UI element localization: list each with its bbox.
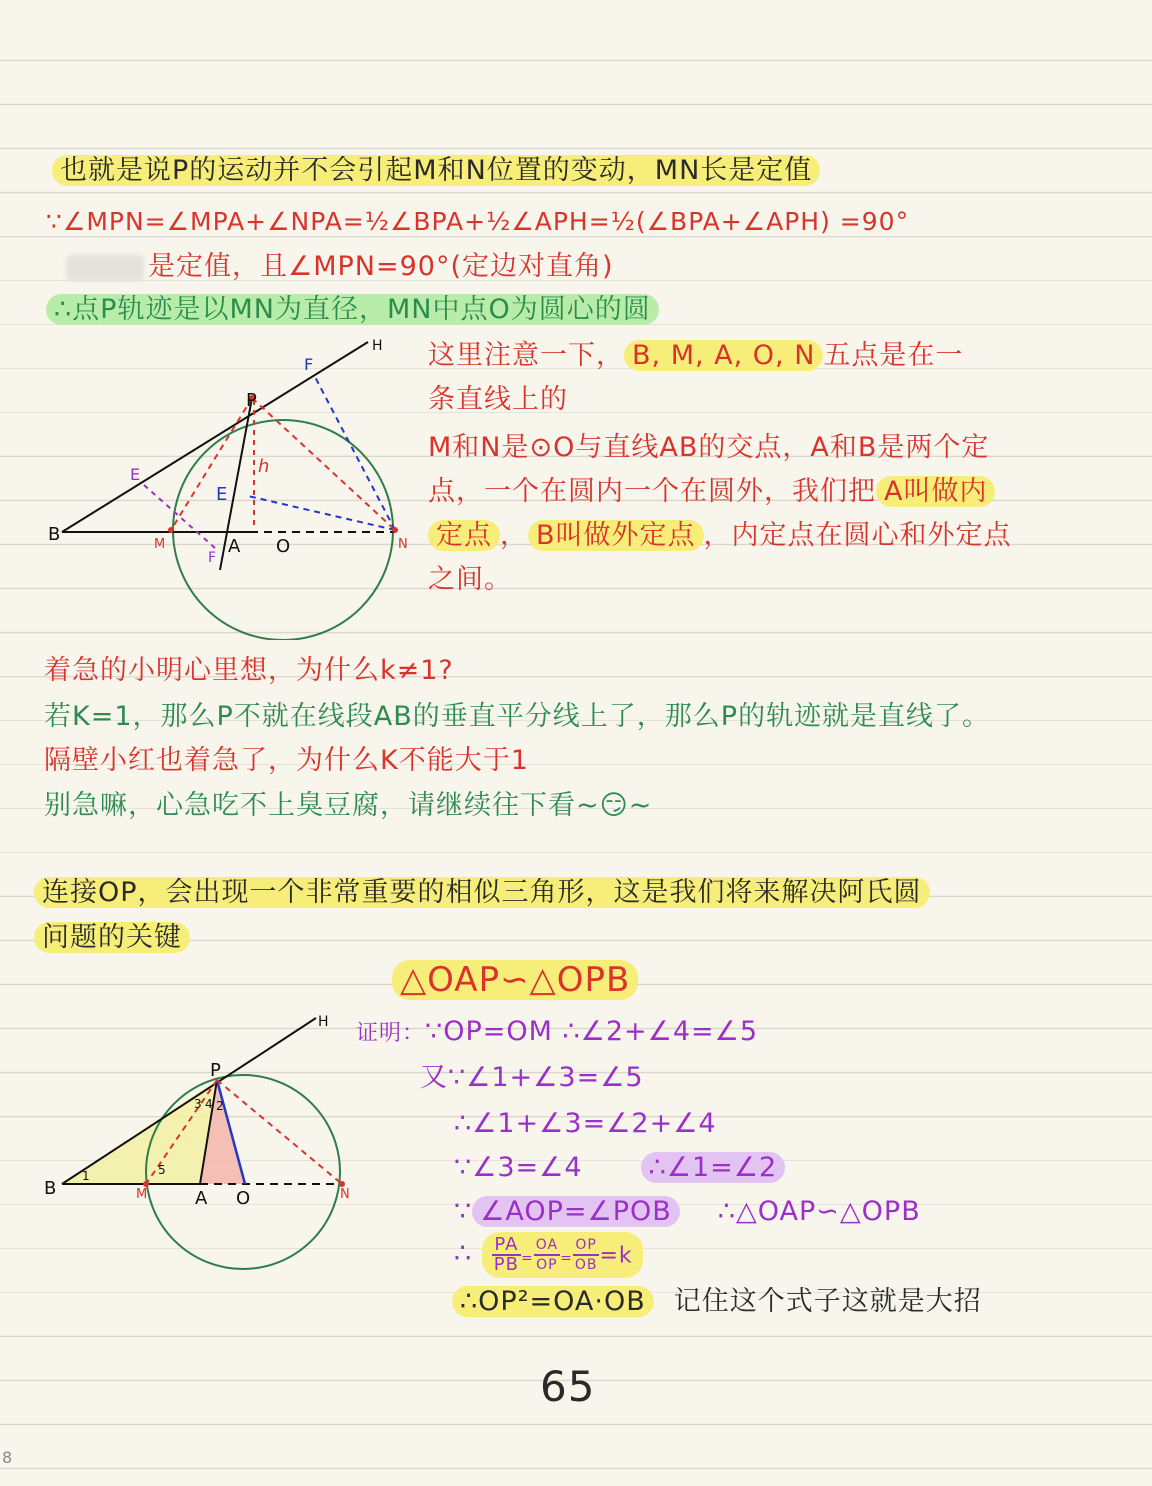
proof-line-1: 证明：∵OP=OM ∴∠2+∠4=∠5 (356, 1016, 759, 1047)
note-collinear-2: 条直线上的 (428, 384, 568, 415)
ratio-oa-op: $\frac{OA}{OP}$ (535, 1236, 559, 1273)
similar-triangles-title: △OAP∽△OPB (392, 958, 638, 1002)
line-locus: ∴点P轨迹是以MN为直径，MN中点O为圆心的圆 (46, 290, 659, 330)
ratio-highlight: $\frac{PA}{PB}$ = $\frac{OA}{OP}$ = $\frac{OP}{OB}$ =k (482, 1232, 643, 1278)
line-key: 问题的关键 (34, 918, 190, 958)
label-h-1: H (372, 338, 383, 354)
note-inner-point: 定点 ， B叫做外定点 ，内定点在圆心和外定点 (428, 516, 1012, 556)
point-n-1 (392, 527, 398, 533)
page-number: 65 (540, 1362, 596, 1411)
label-f-1: F (304, 355, 314, 374)
proof-line-2: 又∵∠1+∠3=∠5 (420, 1062, 644, 1093)
label-f2-1: F (208, 550, 217, 566)
label-b-1: B (48, 524, 61, 545)
note-collinear: 这里注意一下， B, M, A, O, N 五点是在一 (428, 340, 964, 371)
line-question-1: 着急的小明心里想，为什么k≠1? (44, 655, 454, 686)
note-intersection: M和N是⊙O与直线AB的交点，A和B是两个定 (428, 432, 990, 463)
label-a-1: A (228, 536, 241, 557)
ratio-op-ob: $\frac{OP}{OB}$ (574, 1236, 598, 1273)
line-bh-1 (62, 342, 368, 532)
label-b-2: B (44, 1178, 57, 1199)
label-a-2: A (195, 1188, 208, 1209)
line-keep-reading: 别急嘛，心急吃不上臭豆腐，请继续往下看~😏~ (44, 790, 653, 821)
line-k-equals-1: 若K=1，那么P不就在线段AB的垂直平分线上了，那么P的轨迹就是直线了。 (44, 701, 991, 732)
label-angle-3: 3 (194, 1097, 202, 1111)
label-n-2: N (340, 1187, 350, 1202)
proof-line-ratio: ∴ $\frac{PA}{PB}$ = $\frac{OA}{OP}$ = $\frac{OP}{OB}$ =k (454, 1230, 643, 1278)
line-intro: 也就是说P的运动并不会引起M和N位置的变动，MN长是定值 (52, 151, 820, 191)
circle-o-1 (173, 420, 393, 640)
label-h-height-1: h (258, 456, 270, 477)
ratio-pa-pb: $\frac{PA}{PB}$ (493, 1233, 519, 1275)
proof-final: ∴OP²=OA·OB 记住这个式子这就是大招 (452, 1282, 982, 1322)
corner-mark: 8 (2, 1448, 14, 1467)
blurred-text (66, 255, 144, 281)
label-angle-1: 1 (82, 1169, 90, 1183)
note-between: 之间。 (428, 564, 512, 595)
line-fixed: 是定值，且∠MPN=90°(定边对直角) (66, 247, 614, 287)
label-p-2: P (210, 1060, 221, 1081)
label-angle-5: 5 (158, 1163, 166, 1177)
proof-line-3: ∴∠1+∠3=∠2+∠4 (454, 1108, 717, 1139)
label-m-2: M (136, 1187, 148, 1202)
line-angle-proof: ∵∠MPN=∠MPA+∠NPA=½∠BPA+½∠APH=½(∠BPA+∠APH) =90° (46, 207, 910, 236)
label-p-1: P (246, 390, 257, 411)
proof-line-4: ∵∠3=∠4 ∴∠1=∠2 (454, 1148, 785, 1188)
label-n-1: N (398, 537, 408, 552)
label-h-2: H (318, 1014, 329, 1030)
point-m-1 (168, 527, 174, 533)
figure-2 (40, 1012, 360, 1277)
label-o-2: O (236, 1188, 251, 1209)
line-ne-1 (248, 496, 395, 530)
label-o-1: O (276, 536, 291, 557)
line-pn-1 (252, 398, 395, 530)
line-connect-op: 连接OP，会出现一个非常重要的相似三角形，这是我们将来解决阿氏圆 (34, 873, 930, 913)
label-m-1: M (154, 537, 166, 552)
line-nf-1 (314, 375, 395, 530)
label-e-1: E (130, 465, 141, 484)
proof-line-5: ∵ ∠AOP=∠POB ∴△OAP∽△OPB (454, 1196, 921, 1227)
label-e2-1: E (216, 484, 228, 505)
line-question-2: 隔壁小红也着急了，为什么K不能大于1 (44, 745, 529, 776)
note-inside-outside: 点，一个在圆内一个在圆外，我们把 A叫做内 (428, 472, 995, 512)
label-angle-2: 2 (216, 1099, 224, 1113)
label-angle-4: 4 (205, 1097, 213, 1111)
figure-1 (40, 330, 425, 640)
